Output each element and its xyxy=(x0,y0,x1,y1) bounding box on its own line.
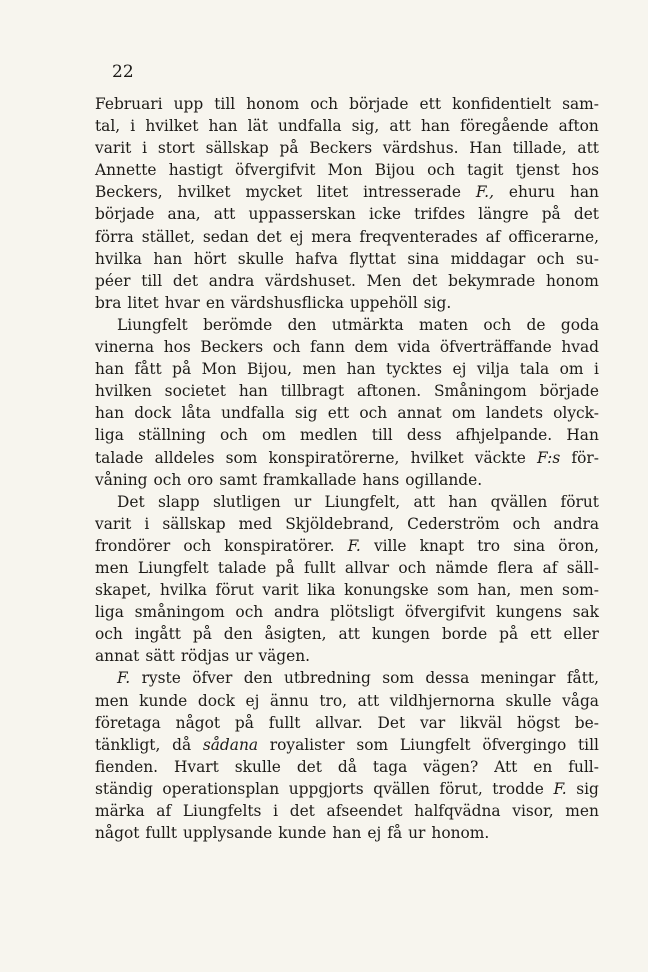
text-line: vinerna hos Beckers och fann dem vida öfverträffande hvad xyxy=(95,338,599,357)
text-line: hvilka han hört skulle hafva flyttat sina middagar och su- xyxy=(95,249,599,268)
text-line: han fått på Mon Bijou, men han tycktes ej vilja tala om i xyxy=(95,360,599,379)
text-line: företaga något på fullt allvar. Det var likväl högst be- xyxy=(95,713,599,732)
text-line: F. ryste öfver den utbredning som dessa meningar fått, xyxy=(117,669,599,688)
text-line: liga ställning och om medlen till dess afhjelpande. Han xyxy=(95,426,599,445)
text-line: liga småningom och andra plötsligt öfvergifvit kungens sak xyxy=(95,603,599,622)
text-line: varit i sällskap med Skjöldebrand, Cederström och andra xyxy=(95,514,599,533)
text-line: började ana, att uppasserskan icke trifdes längre på det xyxy=(95,205,599,224)
text-line: Annette hastigt öfvergifvit Mon Bijou och tagit tjenst hos xyxy=(95,161,599,180)
text-line: något fullt upplysande kunde han ej få ur honom. xyxy=(95,824,490,843)
text-line: Det slapp slutligen ur Liungfelt, att han qvällen förut xyxy=(117,492,599,511)
text-line: hvilken societet han tillbragt aftonen. Småningom började xyxy=(95,382,599,401)
text-line: men Liungfelt talade på fullt allvar och nämde flera af säll- xyxy=(95,558,599,577)
text-line: fienden. Hvart skulle det då taga vägen? Att en full- xyxy=(95,757,599,776)
text-line: förra stället, sedan det ej mera freqventerades af officerarne, xyxy=(95,227,599,246)
text-line: han dock låta undfalla sig ett och annat om landets olyck- xyxy=(95,404,599,423)
text-line: frondörer och konspiratörer. F. ville knapt tro sina öron, xyxy=(95,536,599,555)
text-line: annat sätt rödjas ur vägen. xyxy=(95,647,311,666)
text-line: Beckers, hvilket mycket litet intresserade F., ehuru han xyxy=(95,183,599,202)
text-line: talade alldeles som konspiratörerne, hvilket väckte F:s för- xyxy=(95,448,599,467)
text-line: péer till det andra värdshuset. Men det bekymrade honom xyxy=(95,271,599,290)
text-line: tal, i hvilket han lät undfalla sig, att han föregående afton xyxy=(95,117,599,136)
text-line: Liungfelt berömde den utmärkta maten och de goda xyxy=(117,315,599,334)
text-line: Februari upp till honom och började ett konfidentielt sam- xyxy=(95,95,599,113)
text-line: bra litet hvar en värdshusflicka uppehöll sig. xyxy=(95,293,452,312)
body-text xyxy=(95,93,599,844)
text-line: tänkligt, då sådana royalister som Liungfelt öfvergingo till xyxy=(95,735,599,754)
text-line: ständig operationsplan uppgjorts qvällen förut, trodde F. sig xyxy=(95,779,599,798)
text-line: skapet, hvilka förut varit lika konungske som han, men som- xyxy=(95,581,599,600)
text-line: och ingått på den åsigten, att kungen borde på ett eller xyxy=(95,625,599,644)
text-line: våning och oro samt framkallade hans ogillande. xyxy=(95,470,483,489)
text-line: varit i stort sällskap på Beckers värdshus. Han tillade, att xyxy=(95,139,599,158)
text-line: märka af Liungfelts i det afseendet halfqvädna visor, men xyxy=(95,802,599,820)
page-number: 22 xyxy=(112,62,134,82)
text-line: men kunde dock ej ännu tro, att vildhjernorna skulle våga xyxy=(95,691,599,710)
